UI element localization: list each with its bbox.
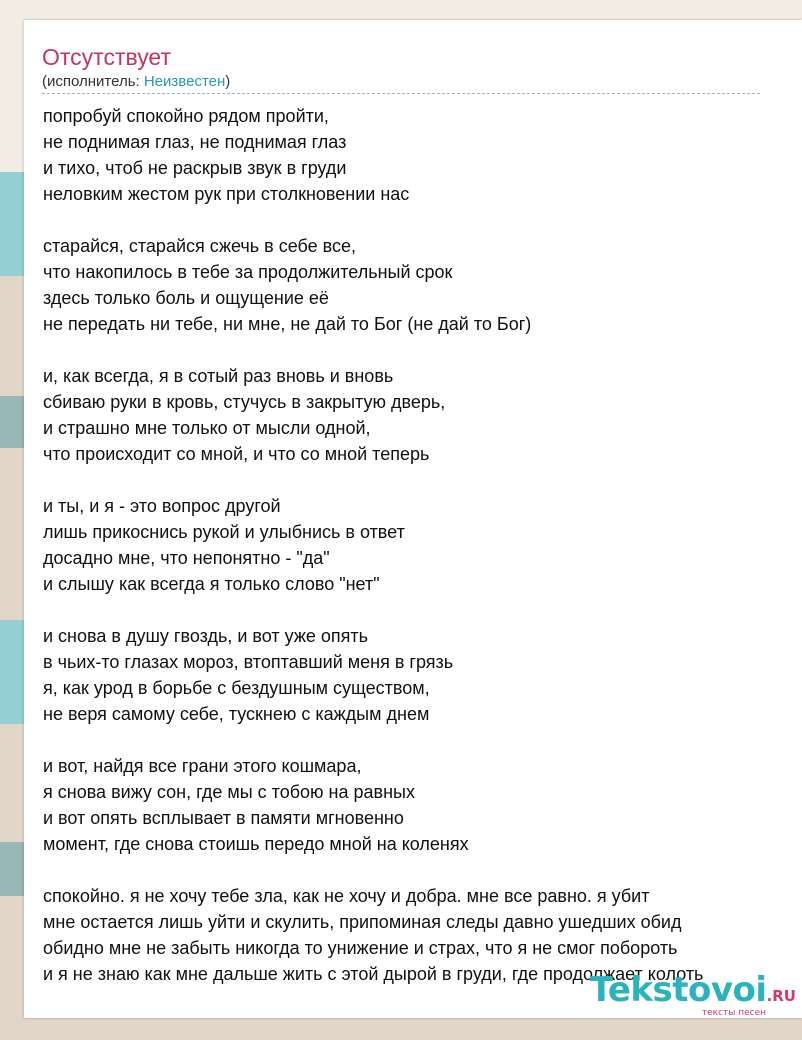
stanza-gap <box>43 727 802 753</box>
lyric-line: не веря самому себе, тускнею с каждым днем <box>43 704 430 724</box>
lyrics-text <box>43 103 802 987</box>
artist-suffix: ) <box>225 73 231 90</box>
divider <box>42 93 760 94</box>
lyric-line: лишь прикоснись рукой и улыбнись в ответ <box>43 522 405 542</box>
lyric-line: что происходит со мной, и что со мной теперь <box>43 444 430 464</box>
lyric-line: и я не знаю как мне дальше жить с этой дырой в груди, где продолжает колоть <box>43 964 704 984</box>
logo-tld: .RU <box>766 987 796 1005</box>
lyric-line: спокойно. я не хочу тебе зла, как не хочу и добра. мне все равно. я убит <box>43 886 650 906</box>
lyric-line: мне остается лишь уйти и скулить, припоминая следы давно ушедших обид <box>43 912 682 932</box>
lyric-line: и снова в душу гвоздь, и вот уже опять <box>43 626 369 646</box>
artist-prefix: (исполнитель: <box>42 73 144 90</box>
stanza-gap <box>43 337 802 363</box>
lyric-line: момент, где снова стоишь передо мной на коленях <box>43 834 469 854</box>
stanza-gap <box>43 207 802 233</box>
lyric-line: здесь только боль и ощущение её <box>43 288 329 308</box>
stanza-gap <box>43 857 802 883</box>
stanza-gap <box>43 467 802 493</box>
song-title: Отсутствует <box>42 44 171 70</box>
logo-wordmark <box>556 972 796 1008</box>
stanza-gap <box>43 597 802 623</box>
lyrics-card <box>24 20 802 1018</box>
lyric-line: в чьих-то глазах мороз, втоптавший меня в грязь <box>43 652 454 672</box>
lyric-line: неловким жестом рук при столкновении нас <box>43 184 410 204</box>
lyric-line: и ты, и я - это вопрос другой <box>43 496 281 516</box>
artist-line <box>42 72 230 92</box>
lyric-line: и страшно мне только от мысли одной, <box>43 418 371 438</box>
lyric-line: я снова вижу сон, где мы с тобою на равных <box>43 782 415 802</box>
logo-main-text: Tekstovoi <box>589 970 767 1010</box>
lyric-line: попробуй спокойно рядом пройти, <box>43 106 329 126</box>
lyric-line: и вот, найдя все грани этого кошмара, <box>43 756 362 776</box>
lyric-line: старайся, старайся сжечь в себе все, <box>43 236 357 256</box>
lyric-line: и тихо, чтоб не раскрыв звук в груди <box>43 158 347 178</box>
lyric-line: обидно мне не забыть никогда то унижение и страх, что я не смог побороть <box>43 938 678 958</box>
lyric-line: и, как всегда, я в сотый раз вновь и вновь <box>43 366 394 386</box>
lyric-line: и слышу как всегда я только слово "нет" <box>43 574 380 594</box>
lyric-line: не передать ни тебе, ни мне, не дай то Бог (не дай то Бог) <box>43 314 532 334</box>
site-logo[interactable] <box>556 972 796 1018</box>
artist-link[interactable]: Неизвестен <box>143 73 226 90</box>
lyric-line: не поднимая глаз, не поднимая глаз <box>43 132 347 152</box>
logo-tagline: тексты песен <box>701 1008 766 1018</box>
lyric-line: я, как урод в борьбе с бездушным существом, <box>43 678 430 698</box>
lyric-line: что накопилось в тебе за продолжительный срок <box>43 262 453 282</box>
lyric-line: сбиваю руки в кровь, стучусь в закрытую дверь, <box>43 392 446 412</box>
lyric-line: и вот опять всплывает в памяти мгновенно <box>43 808 404 828</box>
lyric-line: досадно мне, что непонятно - "да" <box>43 548 330 568</box>
